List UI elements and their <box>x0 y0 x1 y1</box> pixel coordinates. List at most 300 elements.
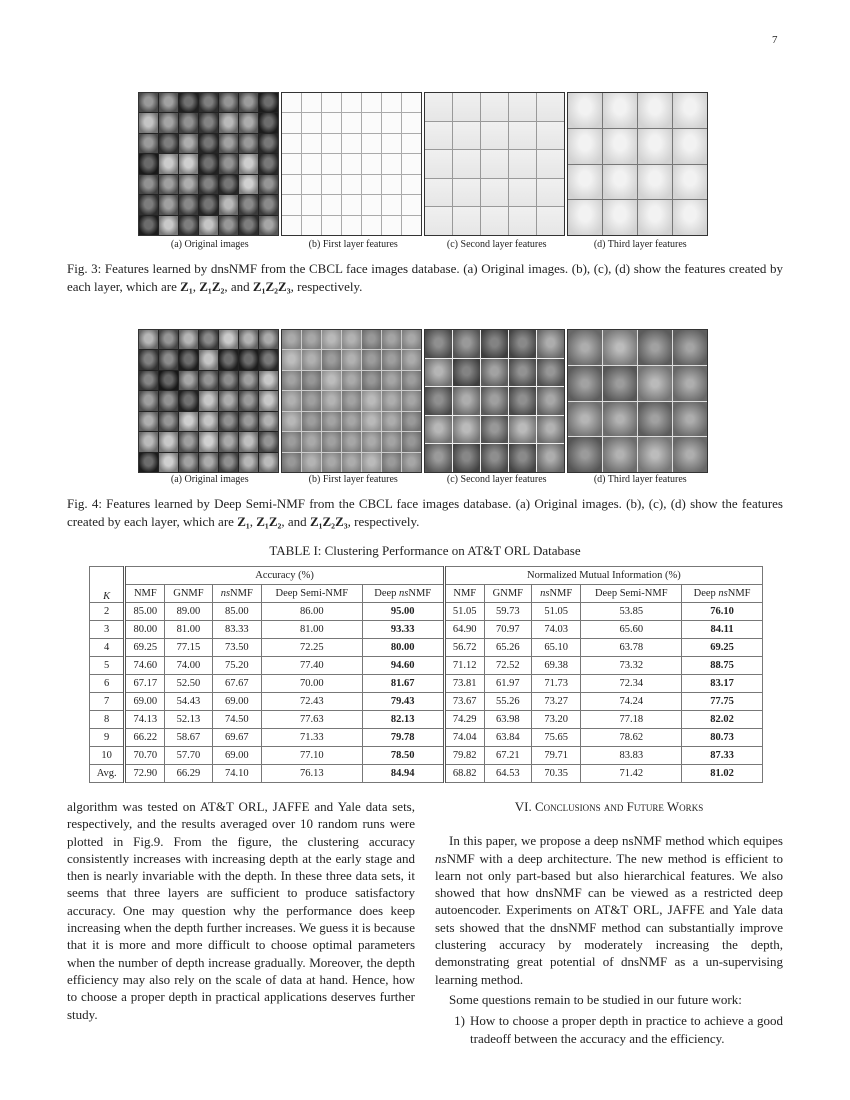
image-tile <box>638 402 672 437</box>
image-tile <box>199 432 218 451</box>
image-tile <box>362 154 381 173</box>
k-cell: 3 <box>90 621 125 639</box>
image-tile <box>638 330 672 365</box>
image-tile <box>159 154 178 173</box>
image-tile <box>453 207 480 235</box>
column-header: Deep nsNMF <box>682 585 763 603</box>
acc-cell: 54.43 <box>165 693 212 711</box>
image-tile <box>322 432 341 451</box>
nmi-cell: 73.32 <box>581 657 682 675</box>
image-tile <box>159 330 178 349</box>
image-tile <box>259 216 278 235</box>
image-tile <box>673 165 707 200</box>
acc-cell: 78.50 <box>362 747 444 765</box>
image-tile <box>568 129 602 164</box>
image-tile <box>537 444 564 472</box>
image-tile <box>302 113 321 132</box>
image-tile <box>402 391 421 410</box>
image-tile <box>259 175 278 194</box>
image-tile <box>568 366 602 401</box>
image-tile <box>402 453 421 472</box>
acc-cell: 74.13 <box>125 711 165 729</box>
image-tile <box>159 113 178 132</box>
nmi-cell: 87.33 <box>682 747 763 765</box>
image-tile <box>259 453 278 472</box>
image-tile <box>199 154 218 173</box>
acc-cell: 95.00 <box>362 603 444 621</box>
image-tile <box>139 350 158 369</box>
image-tile <box>239 350 258 369</box>
image-tile <box>342 134 361 153</box>
nmi-cell: 53.85 <box>581 603 682 621</box>
image-tile <box>159 412 178 431</box>
image-tile <box>159 391 178 410</box>
image-tile <box>179 330 198 349</box>
fig3-original-images <box>138 92 279 236</box>
image-tile <box>139 175 158 194</box>
image-tile <box>302 412 321 431</box>
image-tile <box>453 359 480 387</box>
image-tile <box>302 453 321 472</box>
k-cell: 4 <box>90 639 125 657</box>
nmi-cell: 77.75 <box>682 693 763 711</box>
acc-cell: 85.00 <box>125 603 165 621</box>
image-tile <box>239 113 258 132</box>
image-tile <box>509 444 536 472</box>
k-header: K <box>90 567 125 603</box>
column-header: nsNMF <box>531 585 580 603</box>
acc-cell: 74.50 <box>212 711 261 729</box>
image-tile <box>282 134 301 153</box>
acc-cell: 69.67 <box>212 729 261 747</box>
image-tile <box>481 387 508 415</box>
image-tile <box>603 129 637 164</box>
fig4-second-layer-features <box>424 329 565 473</box>
image-tile <box>509 150 536 178</box>
image-tile <box>139 391 158 410</box>
image-tile <box>199 371 218 390</box>
acc-cell: 57.70 <box>165 747 212 765</box>
subcaption-b: (b) First layer features <box>308 474 398 485</box>
figure-4-images <box>138 329 712 475</box>
image-tile <box>139 93 158 112</box>
image-tile <box>239 412 258 431</box>
image-tile <box>179 412 198 431</box>
fig4-original-images <box>138 329 279 473</box>
image-tile <box>342 93 361 112</box>
image-tile <box>139 412 158 431</box>
image-tile <box>302 93 321 112</box>
image-tile <box>537 93 564 121</box>
nmi-cell: 63.98 <box>484 711 531 729</box>
image-tile <box>362 412 381 431</box>
acc-cell: 79.43 <box>362 693 444 711</box>
image-tile <box>282 113 301 132</box>
image-tile <box>481 444 508 472</box>
image-tile <box>199 412 218 431</box>
acc-cell: 75.20 <box>212 657 261 675</box>
list-item: 1) How to choose a proper depth in practice to achieve a good tradeoff between the accuracy and the efficiency. <box>454 1013 783 1046</box>
image-tile <box>259 93 278 112</box>
image-tile <box>219 154 238 173</box>
image-tile <box>382 412 401 431</box>
image-tile <box>179 391 198 410</box>
nmi-cell: 73.67 <box>444 693 484 711</box>
acc-cell: 72.25 <box>261 639 362 657</box>
image-tile <box>282 350 301 369</box>
image-tile <box>219 93 238 112</box>
column-header: Deep Semi-NMF <box>261 585 362 603</box>
column-header: GNMF <box>165 585 212 603</box>
image-tile <box>282 154 301 173</box>
subcaption-a: (a) Original images <box>170 474 249 485</box>
table-row <box>90 603 763 621</box>
image-tile <box>673 200 707 235</box>
image-tile <box>425 122 452 150</box>
image-tile <box>453 387 480 415</box>
image-tile <box>239 391 258 410</box>
image-tile <box>199 134 218 153</box>
acc-cell: 72.43 <box>261 693 362 711</box>
acc-cell: 74.00 <box>165 657 212 675</box>
nmi-cell: 80.73 <box>682 729 763 747</box>
image-tile <box>159 216 178 235</box>
table-row <box>90 711 763 729</box>
image-tile <box>179 134 198 153</box>
k-cell: 8 <box>90 711 125 729</box>
image-tile <box>322 134 341 153</box>
table-row <box>90 657 763 675</box>
table-title: TABLE I: Clustering Performance on AT&T ORL Database <box>269 543 581 558</box>
image-tile <box>603 437 637 472</box>
image-tile <box>425 359 452 387</box>
nmi-cell: 82.02 <box>682 711 763 729</box>
image-tile <box>282 195 301 214</box>
image-tile <box>382 453 401 472</box>
image-tile <box>322 350 341 369</box>
left-column-text: algorithm was tested on AT&T ORL, JAFFE and Yale data sets, respectively, and the results averaged over 10 random runs were plotted in Fig.9. From the figure, the clustering accuracy consistently increases with increasing depth at the early stage and then is nearly invariable with the depth. In these three data sets, it seems that three layers are sufficient to produce satisfactory accuracy. One may question why the performance does keep increasing when the depth further increases. We guess it is because that it is more and more difficult to choose optimal parameters when the number of depth increase gradually. Moreover, the depth efficiency may also rely on the scale of data at hand. Hence, how to choose a proper depth in practical applications deserves further study. <box>67 799 415 1022</box>
image-tile <box>382 93 401 112</box>
image-tile <box>302 216 321 235</box>
image-tile <box>179 432 198 451</box>
future-work-intro: Some questions remain to be studied in our future work: <box>449 991 742 1007</box>
image-tile <box>282 412 301 431</box>
image-tile <box>179 216 198 235</box>
image-tile <box>402 195 421 214</box>
image-tile <box>509 387 536 415</box>
image-tile <box>537 150 564 178</box>
image-tile <box>239 432 258 451</box>
image-tile <box>537 387 564 415</box>
acc-cell: 82.13 <box>362 711 444 729</box>
image-tile <box>239 134 258 153</box>
acc-cell: 67.67 <box>212 675 261 693</box>
image-tile <box>537 122 564 150</box>
image-tile <box>402 154 421 173</box>
nmi-cell: 65.60 <box>581 621 682 639</box>
image-tile <box>322 391 341 410</box>
image-tile <box>402 93 421 112</box>
image-tile <box>481 207 508 235</box>
image-tile <box>259 412 278 431</box>
nmi-cell: 55.26 <box>484 693 531 711</box>
acc-cell: 89.00 <box>165 603 212 621</box>
image-tile <box>259 195 278 214</box>
acc-cell: 70.00 <box>261 675 362 693</box>
image-tile <box>425 330 452 358</box>
image-tile <box>139 216 158 235</box>
k-cell: Avg. <box>90 765 125 783</box>
image-tile <box>179 350 198 369</box>
image-tile <box>219 216 238 235</box>
acc-cell: 70.70 <box>125 747 165 765</box>
image-tile <box>425 179 452 207</box>
image-tile <box>425 444 452 472</box>
image-tile <box>481 122 508 150</box>
image-tile <box>259 350 278 369</box>
image-tile <box>638 200 672 235</box>
acc-cell: 73.50 <box>212 639 261 657</box>
image-tile <box>239 154 258 173</box>
image-tile <box>568 93 602 128</box>
image-tile <box>139 154 158 173</box>
image-tile <box>603 402 637 437</box>
nmi-cell: 74.04 <box>444 729 484 747</box>
image-tile <box>179 371 198 390</box>
nmi-cell: 71.12 <box>444 657 484 675</box>
image-tile <box>362 330 381 349</box>
image-tile <box>509 359 536 387</box>
image-tile <box>453 93 480 121</box>
image-tile <box>139 134 158 153</box>
image-tile <box>179 93 198 112</box>
image-tile <box>402 412 421 431</box>
image-tile <box>362 453 381 472</box>
table-row <box>90 621 763 639</box>
image-tile <box>362 371 381 390</box>
nmi-cell: 56.72 <box>444 639 484 657</box>
image-tile <box>219 330 238 349</box>
image-tile <box>302 371 321 390</box>
image-tile <box>362 113 381 132</box>
acc-cell: 94.60 <box>362 657 444 675</box>
nmi-cell: 63.78 <box>581 639 682 657</box>
nmi-cell: 74.03 <box>531 621 580 639</box>
nmi-cell: 51.05 <box>444 603 484 621</box>
image-tile <box>481 359 508 387</box>
image-tile <box>603 93 637 128</box>
image-tile <box>159 175 178 194</box>
table-row <box>90 639 763 657</box>
image-tile <box>322 330 341 349</box>
image-tile <box>382 350 401 369</box>
image-tile <box>199 453 218 472</box>
image-tile <box>481 179 508 207</box>
fig4-caption: Fig. 4: Features learned by Deep Semi-NMF from the CBCL face images database. (a) Original images. (b), (c), (d) show the features created by each layer, which are Z₁, Z₁Z₂, and Z₁Z₂Z₃, respectively. <box>67 496 783 529</box>
nmi-cell: 72.34 <box>581 675 682 693</box>
image-tile <box>259 432 278 451</box>
table-row <box>90 765 763 783</box>
image-tile <box>481 416 508 444</box>
image-tile <box>453 179 480 207</box>
acc-cell: 69.00 <box>125 693 165 711</box>
image-tile <box>199 175 218 194</box>
image-tile <box>342 412 361 431</box>
image-tile <box>239 330 258 349</box>
image-tile <box>362 350 381 369</box>
image-tile <box>199 113 218 132</box>
nmi-cell: 81.02 <box>682 765 763 783</box>
image-tile <box>159 350 178 369</box>
image-tile <box>239 216 258 235</box>
acc-cell: 85.00 <box>212 603 261 621</box>
image-tile <box>425 207 452 235</box>
acc-cell: 69.00 <box>212 693 261 711</box>
acc-cell: 69.00 <box>212 747 261 765</box>
acc-cell: 77.15 <box>165 639 212 657</box>
image-tile <box>219 371 238 390</box>
acc-cell: 80.00 <box>362 639 444 657</box>
page-number: 7 <box>772 34 778 46</box>
image-tile <box>362 175 381 194</box>
image-tile <box>402 134 421 153</box>
image-tile <box>159 134 178 153</box>
image-tile <box>179 154 198 173</box>
image-tile <box>537 416 564 444</box>
acc-cell: 81.67 <box>362 675 444 693</box>
image-tile <box>322 453 341 472</box>
image-tile <box>402 216 421 235</box>
image-tile <box>342 453 361 472</box>
image-tile <box>673 402 707 437</box>
acc-cell: 52.13 <box>165 711 212 729</box>
image-tile <box>382 195 401 214</box>
image-tile <box>239 93 258 112</box>
image-tile <box>673 330 707 365</box>
k-cell: 10 <box>90 747 125 765</box>
image-tile <box>603 200 637 235</box>
image-tile <box>139 371 158 390</box>
nmi-cell: 51.05 <box>531 603 580 621</box>
image-tile <box>638 366 672 401</box>
image-tile <box>453 330 480 358</box>
acc-cell: 58.67 <box>165 729 212 747</box>
k-cell: 9 <box>90 729 125 747</box>
nmi-cell: 74.29 <box>444 711 484 729</box>
image-tile <box>219 432 238 451</box>
acc-cell: 81.00 <box>165 621 212 639</box>
column-header: NMF <box>125 585 165 603</box>
nmi-cell: 75.65 <box>531 729 580 747</box>
acc-cell: 74.10 <box>212 765 261 783</box>
image-tile <box>322 93 341 112</box>
acc-cell: 52.50 <box>165 675 212 693</box>
image-tile <box>453 150 480 178</box>
nmi-cell: 72.52 <box>484 657 531 675</box>
fig3-subcaptions <box>138 239 712 250</box>
image-tile <box>362 195 381 214</box>
image-tile <box>322 175 341 194</box>
acc-cell: 93.33 <box>362 621 444 639</box>
k-cell: 2 <box>90 603 125 621</box>
image-tile <box>402 330 421 349</box>
image-tile <box>159 371 178 390</box>
image-tile <box>322 412 341 431</box>
column-header: Deep Semi-NMF <box>581 585 682 603</box>
image-tile <box>402 432 421 451</box>
image-tile <box>673 366 707 401</box>
acc-cell: 77.63 <box>261 711 362 729</box>
image-tile <box>282 371 301 390</box>
acc-cell: 67.17 <box>125 675 165 693</box>
image-tile <box>322 195 341 214</box>
image-tile <box>259 134 278 153</box>
nmi-cell: 68.82 <box>444 765 484 783</box>
image-tile <box>159 195 178 214</box>
nmi-cell: 70.97 <box>484 621 531 639</box>
acc-cell: 81.00 <box>261 621 362 639</box>
image-tile <box>537 207 564 235</box>
fig4-subcaptions <box>138 474 712 485</box>
k-cell: 5 <box>90 657 125 675</box>
k-cell: 7 <box>90 693 125 711</box>
image-tile <box>568 402 602 437</box>
column-header: Deep nsNMF <box>362 585 444 603</box>
image-tile <box>638 165 672 200</box>
image-tile <box>537 359 564 387</box>
acc-cell: 80.00 <box>125 621 165 639</box>
image-tile <box>673 93 707 128</box>
fig3-second-layer-features <box>424 92 565 236</box>
image-tile <box>342 350 361 369</box>
acc-cell: 71.33 <box>261 729 362 747</box>
table-row <box>90 729 763 747</box>
image-tile <box>425 150 452 178</box>
column-header: NMF <box>444 585 484 603</box>
image-tile <box>402 113 421 132</box>
acc-cell: 69.25 <box>125 639 165 657</box>
image-tile <box>302 195 321 214</box>
image-tile <box>402 371 421 390</box>
image-tile <box>199 216 218 235</box>
k-cell: 6 <box>90 675 125 693</box>
nmi-cell: 64.90 <box>444 621 484 639</box>
image-tile <box>259 113 278 132</box>
image-tile <box>568 437 602 472</box>
image-tile <box>199 350 218 369</box>
nmi-cell: 88.75 <box>682 657 763 675</box>
conclusion-paragraph: In this paper, we propose a deep nsNMF method which equipes nsNMF with a deep architecture. The new method is efficient to learn not only part-based but also hierarchical features. We also showed that how dnsNMF can be viewed as a restricted deep autoencoder. Experiments on AT&T ORL, JAFFE and Yale data sets showed that the dnsNMF method can substantially improve clustering accuracy by moderately increasing the depth, demonstrating great potential of dnsNMF as a un-supervising learning method. <box>435 833 783 987</box>
subcaption-c: (c) Second layer features <box>446 474 547 485</box>
nmi-cell: 70.35 <box>531 765 580 783</box>
image-tile <box>139 432 158 451</box>
image-tile <box>382 216 401 235</box>
image-tile <box>179 453 198 472</box>
image-tile <box>382 371 401 390</box>
nmi-cell: 65.10 <box>531 639 580 657</box>
image-tile <box>322 371 341 390</box>
nmi-cell: 67.21 <box>484 747 531 765</box>
image-tile <box>179 175 198 194</box>
acc-cell: 76.13 <box>261 765 362 783</box>
nmi-cell: 73.27 <box>531 693 580 711</box>
acc-cell: 66.29 <box>165 765 212 783</box>
acc-cell: 79.78 <box>362 729 444 747</box>
image-tile <box>673 437 707 472</box>
image-tile <box>159 453 178 472</box>
image-tile <box>342 330 361 349</box>
image-tile <box>302 350 321 369</box>
